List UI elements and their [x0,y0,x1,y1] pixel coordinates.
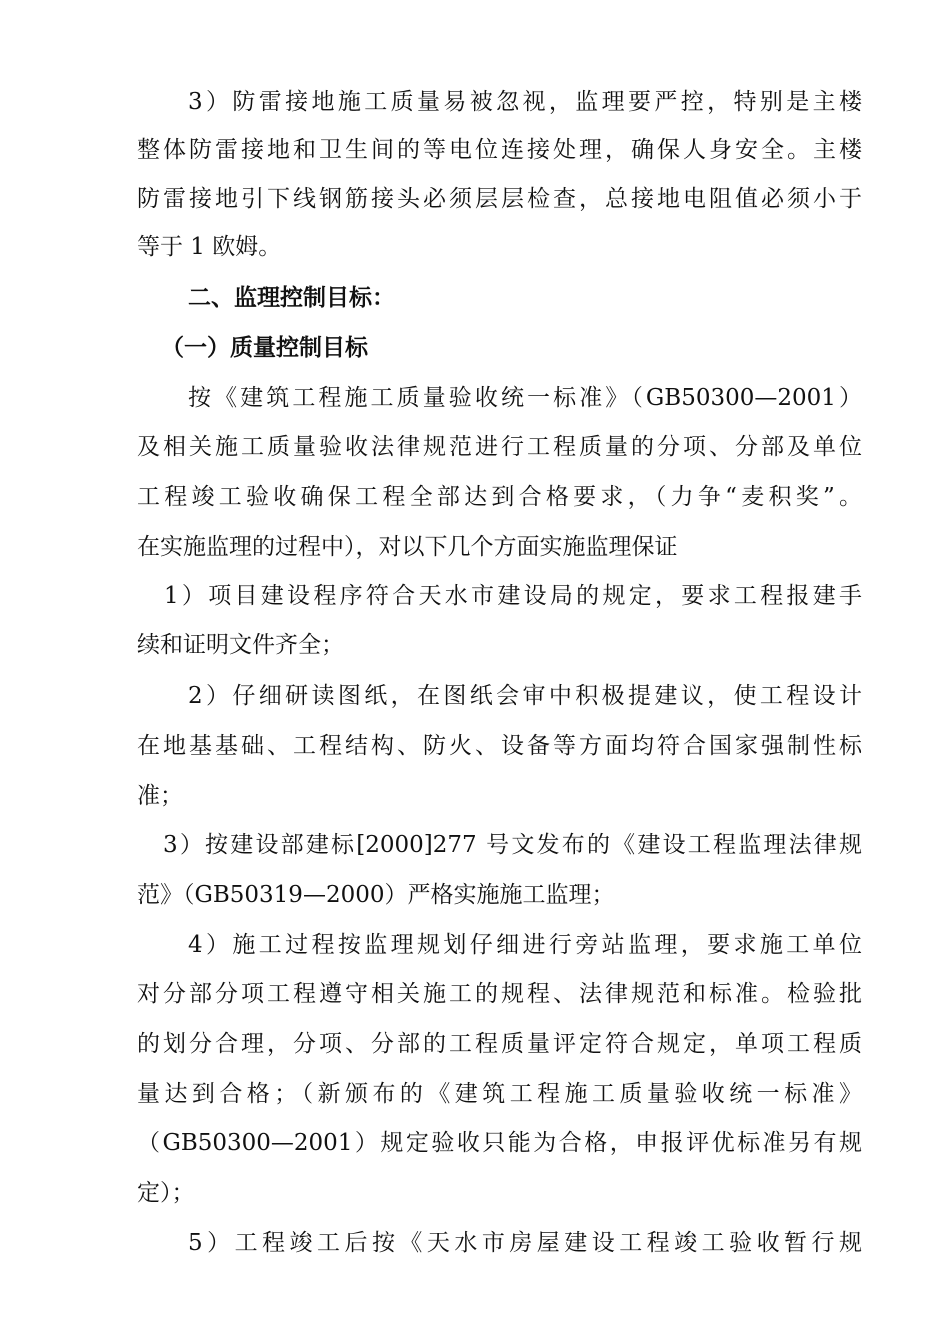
paragraph-line: 防雷接地引下线钢筋接头必须层层检查，总接地电阻值必须小于 [137,186,862,212]
list-item-line: 2）仔细研读图纸，在图纸会审中积极提建议，使工程设计 [188,683,862,709]
list-item-line: 在地基基础、工程结构、防火、设备等方面均符合国家强制性标 [137,733,862,759]
list-item-line: 准； [137,783,183,809]
list-item-line: 对分部分项工程遵守相关施工的规程、法律规范和标准。检验批 [137,981,862,1007]
paragraph-line: 3）防雷接地施工质量易被忽视，监理要严控，特别是主楼 [188,89,862,115]
paragraph-line: 整体防雷接地和卫生间的等电位连接处理，确保人身安全。主楼 [137,137,862,163]
subsection-heading: （一）质量控制目标 [161,334,368,361]
list-item-line: 1）项目建设程序符合天水市建设局的规定，要求工程报建手 [164,583,862,609]
list-item-line: 4）施工过程按监理规划仔细进行旁站监理，要求施工单位 [188,932,862,958]
list-item-line: 的划分合理，分项、分部的工程质量评定符合规定，单项工程质 [137,1031,862,1057]
paragraph-line: 工程竣工验收确保工程全部达到合格要求，（力争“麦积奖”。 [137,484,862,510]
paragraph-line: 等于 1 欧姆。 [137,234,282,260]
list-item-line: 范》（GB50319—2000）严格实施施工监理； [137,882,615,908]
list-item-line: 定）； [137,1180,195,1206]
paragraph-line: 按《建筑工程施工质量验收统一标准》（GB50300—2001） [188,385,862,411]
list-item-line: （GB50300—2001）规定验收只能为合格，申报评优标准另有规 [137,1130,862,1156]
list-item-line: 5）工程竣工后按《天水市房屋建设工程竣工验收暂行规 [188,1230,862,1256]
list-item-line: 续和证明文件齐全； [137,632,344,658]
paragraph-line: 及相关施工质量验收法律规范进行工程质量的分项、分部及单位 [137,434,862,460]
paragraph-line: 在实施监理的过程中），对以下几个方面实施监理保证 [137,534,678,560]
list-item-line: 量达到合格；（新颁布的《建筑工程施工质量验收统一标准》 [137,1081,862,1107]
section-heading: 二、监理控制目标： [188,284,395,311]
list-item-line: 3）按建设部建标[2000]277 号文发布的《建设工程监理法律规 [163,832,862,858]
